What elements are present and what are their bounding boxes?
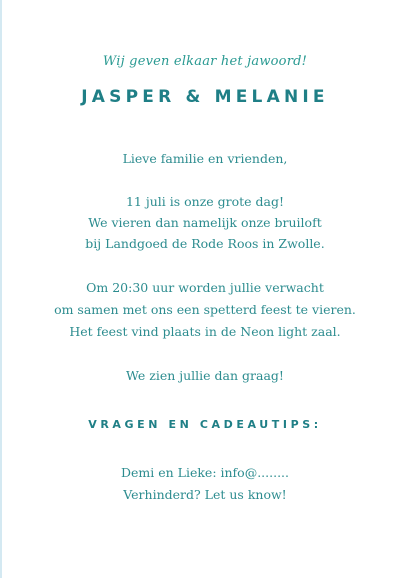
- location-line: Het feest vind plaats in de Neon light zaal.: [69, 324, 341, 339]
- rsvp-line: Verhinderd? Let us know!: [123, 487, 287, 502]
- closing-line: We zien jullie dan graag!: [126, 368, 284, 383]
- venue-line: bij Landgoed de Rode Roos in Zwolle.: [85, 236, 325, 251]
- wedding-line: We vieren dan namelijk onze bruiloft: [88, 215, 322, 230]
- greeting: Lieve familie en vrienden,: [122, 151, 288, 166]
- couple-names: JASPER & MELANIE: [81, 87, 329, 107]
- time-line: Om 20:30 uur worden jullie verwacht: [86, 280, 324, 295]
- tagline: Wij geven elkaar het jawoord!: [102, 54, 308, 69]
- questions-heading: VRAGEN EN CADEAUTIPS:: [88, 418, 322, 431]
- party-line: om samen met ons een spetterd feest te vieren.: [54, 302, 356, 317]
- contact-line: Demi en Lieke: info@........: [120, 465, 289, 480]
- date-line: 11 juli is onze grote dag!: [125, 194, 285, 209]
